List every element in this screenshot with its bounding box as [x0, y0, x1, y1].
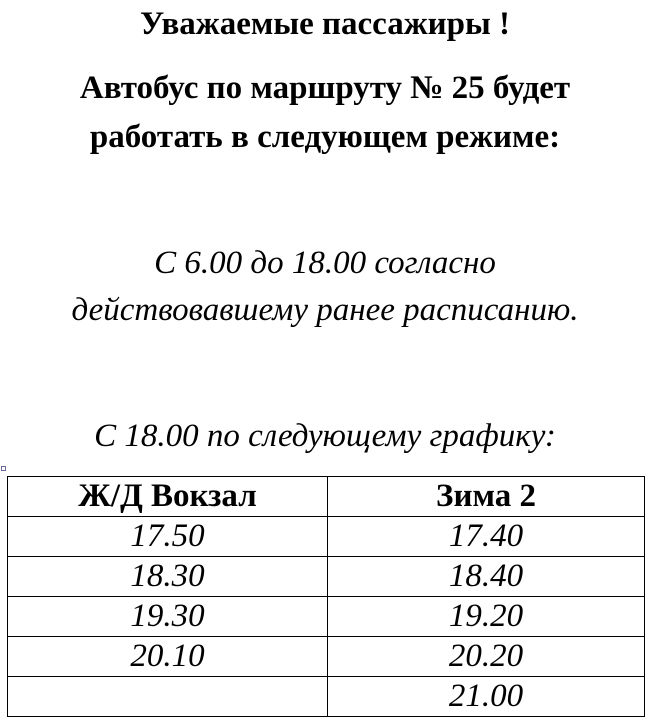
- departure-time-station: 19.30: [8, 597, 328, 637]
- departure-time-station: 20.10: [8, 637, 328, 677]
- intro-line-2: работать в следующем режиме:: [89, 119, 561, 155]
- departure-time-zima: 17.40: [328, 517, 645, 557]
- departure-time-station: 18.30: [8, 557, 328, 597]
- table-row: [8, 637, 645, 677]
- daytime-line-2: действовавшему ранее расписанию.: [71, 292, 579, 328]
- departure-time-zima: 21.00: [328, 677, 645, 717]
- intro-line-1: Автобус по маршруту № 25 будет: [79, 70, 571, 106]
- schedule-table: [7, 476, 645, 717]
- table-anchor-icon: [1, 466, 6, 471]
- table-row: [8, 677, 645, 717]
- column-header-station: Ж/Д Вокзал: [8, 477, 328, 517]
- greeting-heading: Уважаемые пассажиры !: [139, 6, 511, 42]
- departure-time-zima: 19.20: [328, 597, 645, 637]
- table-row: [8, 517, 645, 557]
- table-header-row: [8, 477, 645, 517]
- table-row: [8, 557, 645, 597]
- departure-time-station: [8, 677, 328, 717]
- departure-time-zima: 20.20: [328, 637, 645, 677]
- departure-time-zima: 18.40: [328, 557, 645, 597]
- departure-time-station: 17.50: [8, 517, 328, 557]
- evening-schedule-intro: С 18.00 по следующему графику:: [94, 418, 556, 454]
- daytime-line-1: С 6.00 до 18.00 согласно: [154, 245, 496, 281]
- table-row: [8, 597, 645, 637]
- column-header-zima: Зима 2: [328, 477, 645, 517]
